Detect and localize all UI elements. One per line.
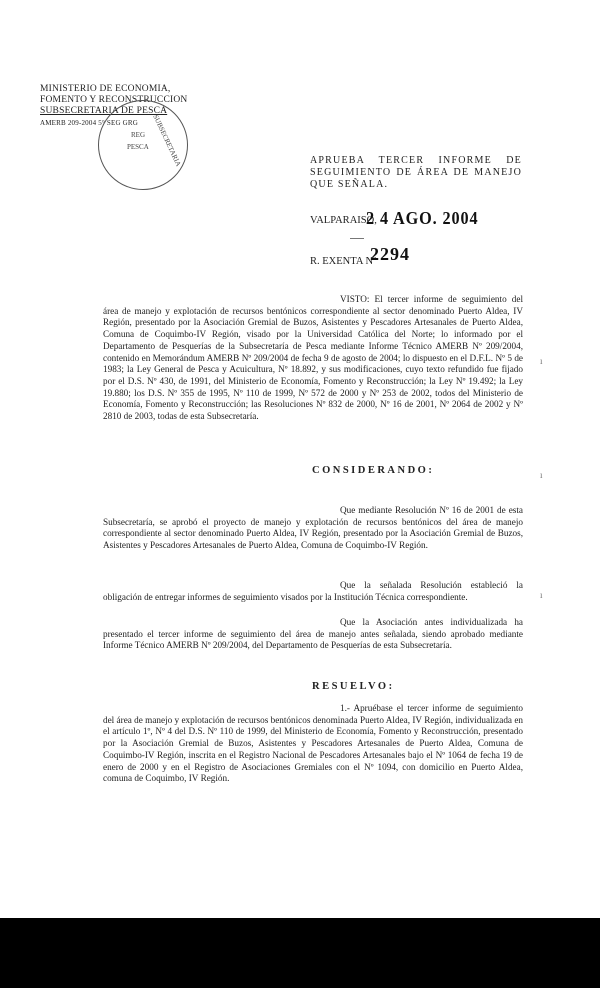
header-ministry: MINISTERIO DE ECONOMIA, [40, 84, 171, 94]
considerando-paragraph-3: Que la Asociación antes individualizada ha presentado el tercer informe de seguimiento del área de manejo antes señalada, siendo aprobado mediante Informe Técnico AMERB Nº 209/2004, del Departamento de Pesquerías de esta Subsecretaría. [103, 617, 523, 651]
stamp-text-3: SUBSECRETARIA [151, 113, 183, 168]
considerando-heading: CONSIDERANDO: [312, 465, 435, 476]
exenta-number: 2294 [370, 244, 410, 264]
resuelvo-paragraph-1: 1.- Apruébase el tercer informe de seguimiento del área de manejo y explotación de recursos bentónicos denominada Puerto Aldea, IV Región, individualizada en el artículo 1º, Nº 4 del D.S. Nº 110 de 1999, del Ministerio de Economía, Fomento y Reconstrucción, presentado por la Asociación Gremial de Buzos, Asistentes y Pescadores Artesanales de Puerto Aldea, Comuna de Coquimbo-IV Región, inscrita en el Registro Nacional de Pescadores Artesanales bajo el Nº 1064 de fecha 19 de enero de 2000 y en el Registro de Asociaciones Gremiales con el Nº 1094, con domicilio en Puerto Aldea, comuna de Coquimbo, IV Región. [103, 703, 523, 784]
scan-border [0, 918, 600, 988]
exenta-label: R. EXENTA Nº [310, 256, 377, 267]
official-stamp [98, 100, 188, 190]
stamp-text-2: PESCA [127, 143, 149, 151]
resolution-subject: APRUEBA TERCER INFORME DE SEGUIMIENTO DE ÁREA DE MANEJO QUE SEÑALA. [310, 155, 522, 190]
considerando-paragraph-1: Que mediante Resolución Nº 16 de 2001 de esta Subsecretaría, se aprobó el proyecto de manejo y explotación de recursos bentónicos del área de manejo correspondiente al sector denominado Puerto Aldea, IV Región, presentado por la Asociación Gremial de Buzos, Asistentes y Pescadores Artesanales de Puerto Aldea, Comuna de Coquimbo-IV Región. [103, 505, 523, 551]
margin-mark: ı [540, 470, 543, 480]
header-subsecretaria: SUBSECRETARIA DE PESCA [40, 106, 168, 116]
margin-mark: ı [540, 356, 543, 366]
stamp-text-1: REG [131, 131, 145, 139]
divider [350, 238, 364, 239]
header-reference: AMERB 209-2004 5° SEG GRG [40, 119, 139, 127]
visto-paragraph: VISTO: El tercer informe de seguimiento del área de manejo y explotación de recursos bentónicos correspondiente al sector denominado Puerto Aldea, IV Región, presentado por la Asociación Gremial de Buzos, Asistentes y Pescadores Artesanales de Puerto Aldea, Comuna de Coquimbo-IV Región, visado por la Universidad Católica del Norte; lo informado por el Departamento de Pesquerías de la Subsecretaría de Pesca mediante Informe Técnico AMERB Nº 209/2004, contenido en Memorándum AMERB Nº 209/2004 de fecha 9 de agosto de 2004; lo dispuesto en el D.F.L. Nº 5 de 1983; la Ley General de Pesca y Acuicultura, Nº 18.892, y sus modificaciones, cuyo texto refundido fue fijado por el D.S. Nº 430, de 1991, del Ministerio de Economía, Fomento y Reconstrucción; la Ley Nº 19.492; la Ley 19.880; los D.S. Nº 355 de 1995, Nº 110 de 1999, Nº 572 de 2000 y Nº 253 de 2002, todos del Ministerio de Economía, Fomento y Reconstrucción; las Resoluciones Nº 832 de 2000, Nº 16 de 2001, Nº 2064 de 2002 y Nº 2810 de 2003, todas de esta Subsecretaría. [103, 294, 523, 422]
considerando-paragraph-2: Que la señalada Resolución estableció la obligación de entregar informes de seguimiento visados por la Institución Técnica correspondiente. [103, 580, 523, 602]
stamped-date: 2 4 AGO. 2004 [366, 208, 479, 228]
margin-mark: ı [540, 590, 543, 600]
place-label: VALPARAISO, [310, 215, 377, 226]
header-fomento: FOMENTO Y RECONSTRUCCION [40, 95, 188, 105]
resuelvo-heading: RESUELVO: [312, 681, 395, 692]
